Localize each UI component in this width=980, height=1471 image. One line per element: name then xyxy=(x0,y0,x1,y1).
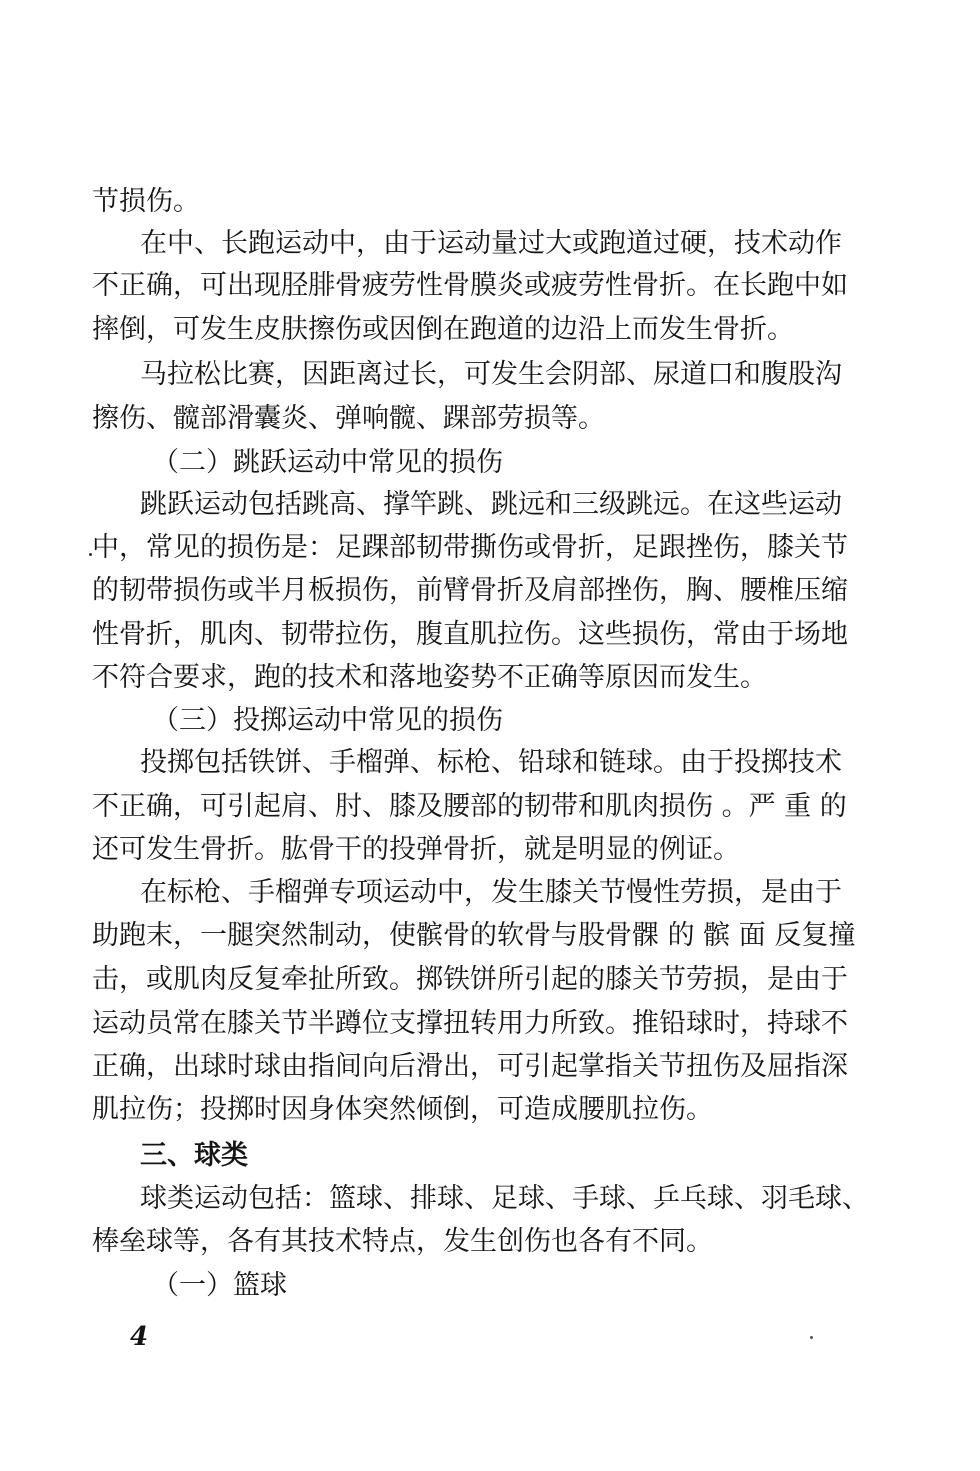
scan-speck xyxy=(810,1336,813,1339)
text-line: 运动员常在膝关节半蹲位支撑扭转用力所致。推铅球时，持球不 xyxy=(92,1008,848,1039)
page-number: 4 xyxy=(130,1322,149,1352)
text-line: 不符合要求，跑的技术和落地姿势不正确等原因而发生。 xyxy=(92,662,767,693)
text-line: 投掷包括铁饼、手榴弹、标枪、铅球和链球。由于投掷技术 xyxy=(140,747,842,778)
chapter-heading: 三、球类 xyxy=(140,1140,248,1171)
text-line: 不正确，可出现胫腓骨疲劳性骨膜炎或疲劳性骨折。在长跑中如 xyxy=(92,270,848,301)
text-line: 肌拉伤；投掷时因身体突然倾倒，可造成腰肌拉伤。 xyxy=(92,1094,713,1125)
section-heading: （二）跳跃运动中常见的损伤 xyxy=(152,447,503,478)
text-line: 助跑末，一腿突然制动，使髌骨的软骨与股骨髁 的 髌 面 反复撞 xyxy=(92,920,856,951)
text-line: 摔倒，可发生皮肤擦伤或因倒在跑道的边沿上而发生骨折。 xyxy=(92,314,794,345)
text-line: 节损伤。 xyxy=(92,186,200,217)
text-line: 性骨折，肌肉、韧带拉伤，腹直肌拉伤。这些损伤，常由于场地 xyxy=(92,619,848,650)
text-line: 的韧带损伤或半月板损伤，前臂骨折及肩部挫伤，胸、腰椎压缩 xyxy=(92,575,848,606)
scan-speck xyxy=(89,553,92,556)
section-heading: （一）篮球 xyxy=(152,1270,287,1301)
text-line: 击，或肌肉反复牵扯所致。掷铁饼所引起的膝关节劳损，是由于 xyxy=(92,964,848,995)
section-heading: （三）投掷运动中常见的损伤 xyxy=(152,705,503,736)
text-line: 在标枪、手榴弹专项运动中，发生膝关节慢性劳损，是由于 xyxy=(140,877,842,908)
text-line: 中，常见的损伤是：足踝部韧带撕伤或骨折，足跟挫伤，膝关节 xyxy=(92,532,848,563)
text-line: 在中、长跑运动中，由于运动量过大或跑道过硬，技术动作 xyxy=(140,228,842,259)
text-line: 正确，出球时球由指间向后滑出，可引起掌指关节扭伤及屈指深 xyxy=(92,1051,848,1082)
text-line: 还可发生骨折。肱骨干的投弹骨折，就是明显的例证。 xyxy=(92,834,740,865)
text-line: 棒垒球等，各有其技术特点，发生创伤也各有不同。 xyxy=(92,1226,713,1257)
text-line: 马拉松比赛，因距离过长，可发生会阴部、尿道口和腹股沟 xyxy=(140,359,842,390)
text-line: 不正确，可引起肩、肘、膝及腰部的韧带和肌肉损伤 。严 重 的 xyxy=(92,791,847,822)
text-line: 擦伤、髋部滑囊炎、弹响髋、踝部劳损等。 xyxy=(92,403,605,434)
text-line: 跳跃运动包括跳高、撑竿跳、跳远和三级跳远。在这些运动 xyxy=(140,489,842,520)
text-line: 球类运动包括：篮球、排球、足球、手球、乒乓球、羽毛球、 xyxy=(140,1183,869,1214)
